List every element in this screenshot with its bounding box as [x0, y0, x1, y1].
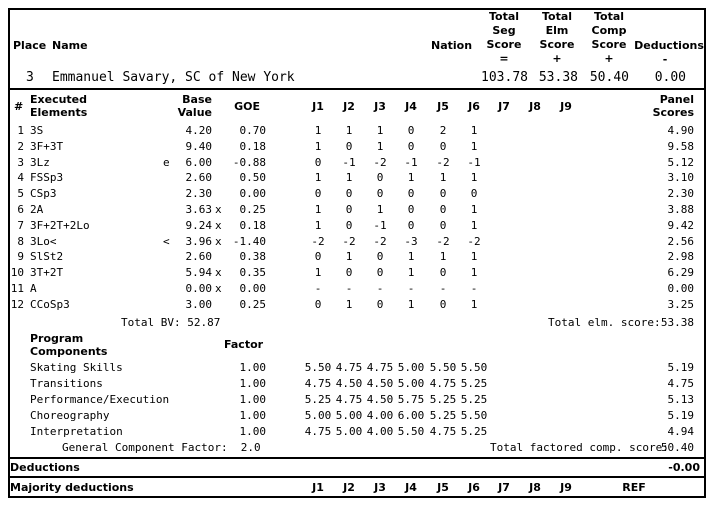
element-number: 4 [17, 171, 24, 185]
element-judge-score: -2 [342, 234, 356, 248]
element-judge-score: - [376, 282, 384, 295]
header-divider [8, 88, 706, 90]
pcs-header: Total [593, 10, 625, 23]
element-judge-score: 0 [376, 297, 384, 311]
element-judge-score: -2 [311, 234, 325, 248]
element-number: 3 [17, 155, 24, 169]
tss-header: Seg [492, 24, 516, 37]
element-base-value: 3.00 [185, 297, 212, 311]
element-judge-score: 2 [439, 124, 447, 137]
component-judge-score: 5.00 [397, 361, 425, 374]
element-judge-score: 0 [376, 266, 384, 280]
col-goe: GOE [234, 100, 260, 113]
nation-header: Nation [431, 39, 473, 52]
component-name: Interpretation [30, 425, 123, 438]
component-name: Choreography [30, 409, 110, 422]
component-judge-score: 4.75 [304, 425, 332, 438]
component-judge-score: 4.75 [304, 377, 332, 390]
element-base-value: 4.20 [185, 124, 212, 137]
col-judge: J7 [498, 100, 510, 113]
element-name: 3T+2T [30, 266, 64, 280]
total-deductions: 0.00 [654, 70, 686, 85]
element-judge-score: 1 [407, 171, 415, 185]
majority-judge: J5 [437, 481, 449, 494]
element-judge-score: -3 [404, 234, 418, 248]
col-judge: J8 [529, 100, 541, 113]
component-judge-score: 4.50 [366, 393, 394, 406]
component-judge-score: 5.00 [397, 377, 425, 390]
component-factor: 1.00 [239, 377, 266, 390]
pc-header2: Components [30, 345, 108, 358]
element-judge-score: 1 [314, 171, 322, 185]
element-number: 1 [17, 124, 24, 137]
deductions-header: Deductions [634, 39, 704, 52]
element-name: 3Lo< [30, 234, 57, 248]
skater-name: Emmanuel Savary, SC of New York [52, 70, 295, 85]
element-judge-score: 0 [345, 187, 353, 201]
total-component-score: 50.40 [589, 70, 629, 85]
element-goe: 0.35 [239, 266, 266, 280]
pcs-header: Score [591, 38, 627, 51]
element-judge-score: 1 [314, 266, 322, 280]
component-judge-score: 5.50 [304, 361, 332, 374]
element-judge-score: 0 [345, 203, 353, 216]
deductions-header-sign: - [662, 53, 668, 66]
element-number: 10 [10, 266, 24, 280]
element-judge-score: 0 [314, 297, 322, 311]
tss-header: Total [488, 10, 520, 23]
element-number: 12 [10, 297, 24, 311]
majority-judge: J9 [560, 481, 572, 494]
majority-judge: J3 [374, 481, 386, 494]
element-judge-score: 0 [439, 266, 447, 280]
element-judge-score: 0 [376, 187, 384, 201]
component-judge-score: 5.00 [304, 409, 332, 422]
col-panel2: Scores [652, 106, 694, 119]
skater-place: 3 [26, 70, 34, 85]
element-judge-score: - [314, 282, 322, 295]
pcs-header: Comp [591, 24, 627, 37]
factor-header: Factor [224, 338, 264, 351]
element-judge-score: 1 [314, 124, 322, 137]
col-judge: J4 [405, 100, 417, 113]
element-judge-score: 1 [470, 171, 478, 185]
element-judge-score: 1 [470, 297, 478, 311]
element-name: 3F+3T [30, 139, 64, 153]
majority-judge: J2 [343, 481, 355, 494]
col-judge: J9 [560, 100, 572, 113]
element-judge-score: -2 [373, 155, 387, 169]
element-judge-score: 1 [470, 124, 478, 137]
element-judge-score: 1 [407, 297, 415, 311]
element-judge-score: 1 [376, 139, 384, 153]
majority-label: Majority deductions [10, 481, 134, 494]
element-goe: 0.18 [239, 139, 266, 153]
component-factor: 1.00 [239, 361, 266, 374]
element-panel-score: 3.25 [667, 297, 694, 311]
component-factor: 1.00 [239, 409, 266, 422]
component-judge-score: 5.50 [460, 361, 488, 374]
col-judge: J2 [343, 100, 355, 113]
element-goe: 0.50 [239, 171, 266, 185]
element-judge-score: 0 [345, 139, 353, 153]
element-judge-score: 1 [407, 250, 415, 264]
component-score: 4.75 [667, 377, 694, 390]
element-name: A [30, 282, 37, 295]
majority-judge: J8 [529, 481, 541, 494]
element-judge-score: 1 [314, 203, 322, 216]
element-judge-score: -2 [467, 234, 481, 248]
component-score: 5.13 [667, 393, 694, 406]
element-base-value: 6.00 [185, 155, 212, 169]
element-goe: 0.38 [239, 250, 266, 264]
deductions-value: -0.00 [668, 461, 700, 474]
majority-judge: J7 [498, 481, 510, 494]
general-component-factor: General Component Factor: 2.0 [62, 441, 261, 454]
component-judge-score: 4.50 [366, 377, 394, 390]
component-judge-score: 5.25 [460, 393, 488, 406]
element-judge-score: 0 [439, 203, 447, 216]
deductions-divider-top [8, 457, 706, 459]
element-panel-score: 6.29 [667, 266, 694, 280]
component-judge-score: 6.00 [397, 409, 425, 422]
element-judge-score: 0 [314, 187, 322, 201]
element-base-value: 9.40 [185, 139, 212, 153]
col-exec2: Elements [30, 106, 88, 119]
element-judge-score: 0 [407, 218, 415, 232]
element-judge-score: -2 [436, 155, 450, 169]
element-judge-score: 1 [376, 124, 384, 137]
element-goe: 0.18 [239, 218, 266, 232]
element-base-value: 9.24 [185, 218, 212, 232]
element-goe: -0.88 [232, 155, 266, 169]
component-judge-score: 4.75 [335, 393, 363, 406]
component-name: Performance/Execution [30, 393, 170, 406]
element-name: CCoSp3 [30, 297, 70, 311]
element-number: 2 [17, 139, 24, 153]
component-judge-score: 4.75 [429, 425, 457, 438]
element-panel-score: 2.98 [667, 250, 694, 264]
element-base-value: 2.60 [185, 250, 212, 264]
element-judge-score: 0 [407, 139, 415, 153]
element-number: 11 [10, 282, 24, 295]
element-judge-score: 1 [345, 171, 353, 185]
component-judge-score: 4.75 [335, 361, 363, 374]
element-judge-score: 0 [470, 187, 478, 201]
element-judge-score: 0 [407, 187, 415, 201]
total-element-score: 53.38 [538, 70, 578, 85]
element-judge-score: - [439, 282, 447, 295]
element-name: 3Lz [30, 155, 50, 169]
component-judge-score: 5.25 [429, 393, 457, 406]
element-judge-score: -2 [373, 234, 387, 248]
element-goe: 0.25 [239, 203, 266, 216]
element-number: 8 [17, 234, 24, 248]
majority-ref: REF [622, 481, 646, 494]
element-judge-score: 0 [314, 250, 322, 264]
total-segment-score: 103.78 [481, 70, 528, 85]
element-name: 2A [30, 203, 44, 216]
element-goe: 0.70 [239, 124, 266, 137]
name-header: Name [52, 39, 88, 52]
element-judge-score: 1 [345, 297, 353, 311]
element-judge-score: 1 [314, 218, 322, 232]
total-comp-value: 50.40 [660, 441, 694, 454]
element-judge-score: 1 [470, 250, 478, 264]
component-judge-score: 4.75 [429, 377, 457, 390]
tes-header: Score [539, 38, 575, 51]
majority-judge: J4 [405, 481, 417, 494]
element-judge-score: -1 [467, 155, 481, 169]
element-judge-score: -1 [404, 155, 418, 169]
element-judge-score: 1 [345, 250, 353, 264]
tes-header: Elm [545, 24, 569, 37]
element-judge-score: 1 [470, 139, 478, 153]
col-num: # [14, 100, 24, 113]
element-judge-score: 1 [345, 124, 353, 137]
element-judge-score: 0 [314, 155, 322, 169]
total-comp-label: Total factored comp. score: [490, 441, 669, 454]
col-judge: J1 [312, 100, 324, 113]
element-judge-score: 0 [376, 171, 384, 185]
component-score: 5.19 [667, 361, 694, 374]
deductions-divider-bottom [8, 476, 706, 478]
element-base-value: 2.60 [185, 171, 212, 185]
element-judge-score: - [345, 282, 353, 295]
place-header: Place [13, 39, 47, 52]
element-judge-score: 1 [470, 218, 478, 232]
tes-header: Total [541, 10, 573, 23]
deductions-label: Deductions [10, 461, 80, 474]
element-panel-score: 3.88 [667, 203, 694, 216]
tss-header: Score [486, 38, 522, 51]
element-panel-score: 2.56 [667, 234, 694, 248]
element-panel-score: 2.30 [667, 187, 694, 201]
element-judge-score: 0 [439, 218, 447, 232]
col-panel: Panel [659, 93, 694, 106]
element-bonus-x: x [215, 203, 222, 216]
element-name: FSSp3 [30, 171, 64, 185]
component-judge-score: 4.00 [366, 409, 394, 422]
element-base-value: 3.96 [185, 234, 212, 248]
element-name: 3F+2T+2Lo [30, 218, 90, 232]
col-base: Base [182, 93, 212, 106]
element-goe: 0.00 [239, 282, 266, 295]
element-judge-score: -2 [436, 234, 450, 248]
element-goe: -1.40 [232, 234, 266, 248]
majority-judge: J6 [468, 481, 480, 494]
element-judge-score: 0 [345, 266, 353, 280]
element-panel-score: 3.10 [667, 171, 694, 185]
pcs-header: + [604, 52, 614, 65]
component-judge-score: 5.25 [429, 409, 457, 422]
element-name: 3S [30, 124, 44, 137]
element-info: e [163, 155, 170, 169]
element-number: 7 [17, 218, 24, 232]
element-judge-score: 0 [407, 203, 415, 216]
component-factor: 1.00 [239, 393, 266, 406]
element-judge-score: 1 [439, 250, 447, 264]
element-goe: 0.00 [239, 187, 266, 201]
component-judge-score: 5.25 [460, 425, 488, 438]
component-judge-score: 5.50 [429, 361, 457, 374]
element-panel-score: 9.42 [667, 218, 694, 232]
total-base-value: Total BV: 52.87 [121, 316, 221, 329]
element-judge-score: - [407, 282, 415, 295]
element-judge-score: 0 [345, 218, 353, 232]
element-judge-score: 1 [314, 139, 322, 153]
component-name: Transitions [30, 377, 103, 390]
element-judge-score: 1 [439, 171, 447, 185]
tss-header: = [499, 52, 509, 65]
component-judge-score: 5.25 [304, 393, 332, 406]
component-judge-score: 4.00 [366, 425, 394, 438]
col-judge: J3 [374, 100, 386, 113]
majority-judge: J1 [312, 481, 324, 494]
element-panel-score: 9.58 [667, 139, 694, 153]
component-judge-score: 5.00 [335, 409, 363, 422]
element-judge-score: 1 [470, 203, 478, 216]
element-base-value: 5.94 [185, 266, 212, 280]
element-base-value: 3.63 [185, 203, 212, 216]
element-bonus-x: x [215, 234, 222, 248]
col-exec: Executed [30, 93, 88, 106]
component-name: Skating Skills [30, 361, 123, 374]
element-base-value: 0.00 [185, 282, 212, 295]
element-info: < [163, 234, 170, 248]
component-score: 5.19 [667, 409, 694, 422]
component-judge-score: 4.50 [335, 377, 363, 390]
element-goe: 0.25 [239, 297, 266, 311]
element-judge-score: 0 [407, 124, 415, 137]
total-elm-value: 53.38 [660, 316, 694, 329]
component-judge-score: 5.00 [335, 425, 363, 438]
element-judge-score: -1 [342, 155, 356, 169]
element-judge-score: -1 [373, 218, 387, 232]
element-panel-score: 5.12 [667, 155, 694, 169]
component-factor: 1.00 [239, 425, 266, 438]
element-judge-score: 0 [439, 139, 447, 153]
element-judge-score: 1 [376, 203, 384, 216]
component-judge-score: 5.50 [397, 425, 425, 438]
element-bonus-x: x [215, 282, 222, 295]
element-judge-score: 1 [470, 266, 478, 280]
element-base-value: 2.30 [185, 187, 212, 201]
element-panel-score: 0.00 [667, 282, 694, 295]
element-judge-score: 0 [439, 297, 447, 311]
component-judge-score: 5.25 [460, 377, 488, 390]
element-bonus-x: x [215, 266, 222, 280]
element-judge-score: 1 [407, 266, 415, 280]
total-elm-label: Total elm. score: [548, 316, 661, 329]
element-judge-score: - [470, 282, 478, 295]
element-number: 9 [17, 250, 24, 264]
element-judge-score: 0 [376, 250, 384, 264]
component-score: 4.94 [667, 425, 694, 438]
component-judge-score: 5.50 [460, 409, 488, 422]
component-judge-score: 5.75 [397, 393, 425, 406]
element-bonus-x: x [215, 218, 222, 232]
element-panel-score: 4.90 [667, 124, 694, 137]
element-judge-score: 0 [439, 187, 447, 201]
element-name: CSp3 [30, 187, 57, 201]
element-number: 5 [17, 187, 24, 201]
col-judge: J5 [437, 100, 449, 113]
tes-header: + [552, 52, 562, 65]
col-base2: Value [177, 106, 212, 119]
pc-header: Program [30, 332, 84, 345]
col-judge: J6 [468, 100, 480, 113]
element-number: 6 [17, 203, 24, 216]
element-name: SlSt2 [30, 250, 64, 264]
component-judge-score: 4.75 [366, 361, 394, 374]
